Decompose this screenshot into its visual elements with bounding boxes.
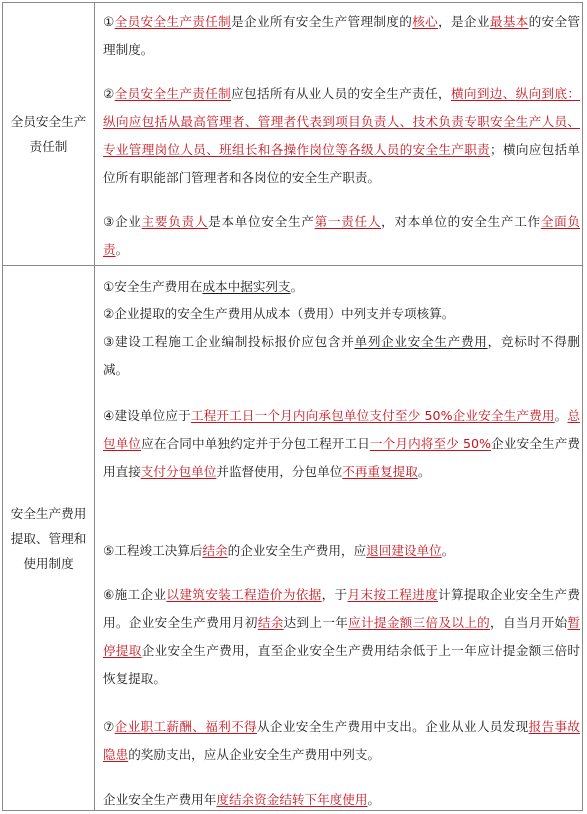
text-run: 应在合同中单独约定并于分包工程开工日	[141, 436, 370, 451]
text-run: 企业安全生产费用直接	[103, 436, 581, 479]
text-run: ，竞标时不得删减。	[103, 334, 581, 377]
text-run: ⑤工程竣工决算后	[103, 543, 203, 558]
highlighted-text: 以建筑安装工程造价为依据	[166, 587, 322, 602]
highlighted-text: 第一责任人	[314, 214, 382, 229]
highlighted-text: 全员安全生产责任制	[114, 86, 232, 101]
text-run: ③建设工程施工企业编制投标报价应包含并	[103, 334, 355, 349]
paragraph	[103, 80, 580, 192]
text-run: 是本单位安全生产	[208, 214, 315, 229]
text-run: ①	[103, 14, 115, 29]
text-run: 。	[367, 792, 381, 807]
text-run: ①安全生产费用在	[103, 279, 203, 294]
underlined-text: 成本中据实列支	[202, 279, 291, 294]
text-run: ④建设单位应于	[103, 408, 191, 423]
text-run: ，是企业	[438, 14, 490, 29]
text-run: ，对本单位的安全生产工作	[381, 214, 541, 229]
paragraph	[103, 402, 580, 486]
underlined-text: 单列企业安全生产费用	[354, 334, 488, 349]
text-run: ②企业提取的安全生产费用从成本（费用）中列支并专项核算。	[103, 306, 455, 321]
highlighted-text: 主要负责人	[141, 214, 209, 229]
text-run: 的安全管理制度。	[103, 14, 581, 57]
text-run: ，自当月开始	[490, 615, 568, 630]
text-run: ；横向应包括单位所有职能部门管理者和各岗位的安全生产职责。	[103, 142, 581, 185]
paragraph	[103, 537, 580, 565]
paragraph	[103, 786, 580, 814]
table-row	[3, 3, 582, 266]
paragraph	[103, 8, 580, 64]
highlighted-text: 支付分包单位	[140, 464, 217, 479]
paragraph	[103, 300, 580, 328]
highlighted-text: 全员安全生产责任制	[114, 14, 232, 29]
paragraph	[103, 581, 580, 693]
text-run: ，于	[321, 587, 348, 602]
highlighted-text: 核心	[412, 14, 439, 29]
text-run: 的企业安全生产费用，应	[227, 543, 367, 558]
highlighted-text: 总包单位	[103, 408, 581, 451]
text-run: 计算提取企业安全生产费用。企业安全生产费用月初	[103, 587, 581, 630]
text-run: 。	[441, 543, 455, 558]
rules-table	[2, 2, 583, 811]
text-run: 应包括所有从业人员的安全生产责任，	[231, 86, 451, 101]
highlighted-text: 结余	[202, 543, 228, 558]
text-run: 的奖励支出，应从企业安全生产费用中列支。	[128, 747, 381, 762]
highlighted-text: 应计提金额三倍及以上的	[348, 615, 491, 630]
highlighted-text: 横向到边、纵向到底：纵向应包括从最高管理者、管理者代表到项目负责人、技术负责专职安全生产人员、专业管理岗位人员、班组长和各操作岗位等各级人员的安全生产职责	[103, 86, 581, 157]
text-run: 并监督使用，分包单位	[216, 464, 343, 479]
text-run: ⑦	[103, 719, 115, 734]
paragraph	[103, 713, 580, 769]
text-run: ②	[103, 86, 115, 101]
highlighted-text: 不再重复提取	[342, 464, 418, 479]
highlighted-text: 全面负责	[103, 214, 581, 257]
text-run: 。	[554, 408, 568, 423]
text-run: 是企业所有安全生产管理制度的	[231, 14, 413, 29]
highlighted-text: 度结余资金结转下年度使用	[216, 792, 368, 807]
paragraph	[103, 328, 580, 384]
text-run: 企业安全生产费用年	[103, 792, 217, 807]
text-run: ③企业	[103, 214, 142, 229]
highlighted-text: 结余	[257, 615, 284, 630]
text-run: 达到上一年	[283, 615, 349, 630]
highlighted-text: 月末按工程进度	[347, 587, 439, 602]
table-row	[3, 266, 582, 810]
row-content-safety-fee	[95, 266, 582, 810]
row-label-responsibility: 全员安全生产责任制	[3, 3, 95, 265]
highlighted-text: 企业职工薪酬、福利不得	[114, 719, 257, 734]
text-run: 从企业安全生产费用中支出。企业从业人员发现	[256, 719, 529, 734]
text-run: 。	[417, 464, 431, 479]
row-label-safety-fee: 安全生产费用提取、管理和使用制度	[3, 266, 95, 810]
row-content-responsibility	[95, 3, 582, 265]
text-run: 。	[290, 279, 304, 294]
text-run: 。	[115, 242, 129, 257]
highlighted-text: 退回建设单位	[366, 543, 442, 558]
highlighted-text: 最基本	[489, 14, 529, 29]
highlighted-text: 工程开工日一个月内向承包单位支付至少 50%企业安全生产费用	[190, 408, 555, 423]
highlighted-text: 报告事故隐患	[103, 719, 581, 762]
paragraph	[103, 208, 580, 264]
text-run: 企业安全生产费用，直至企业安全生产费用结余低于上一年应计提金额三倍时恢复提取。	[103, 643, 581, 686]
highlighted-text: 一个月内将至少 50%	[369, 436, 492, 451]
text-run: ⑥施工企业	[103, 587, 167, 602]
highlighted-text: 暂停提取	[103, 615, 581, 658]
paragraph	[103, 273, 580, 301]
